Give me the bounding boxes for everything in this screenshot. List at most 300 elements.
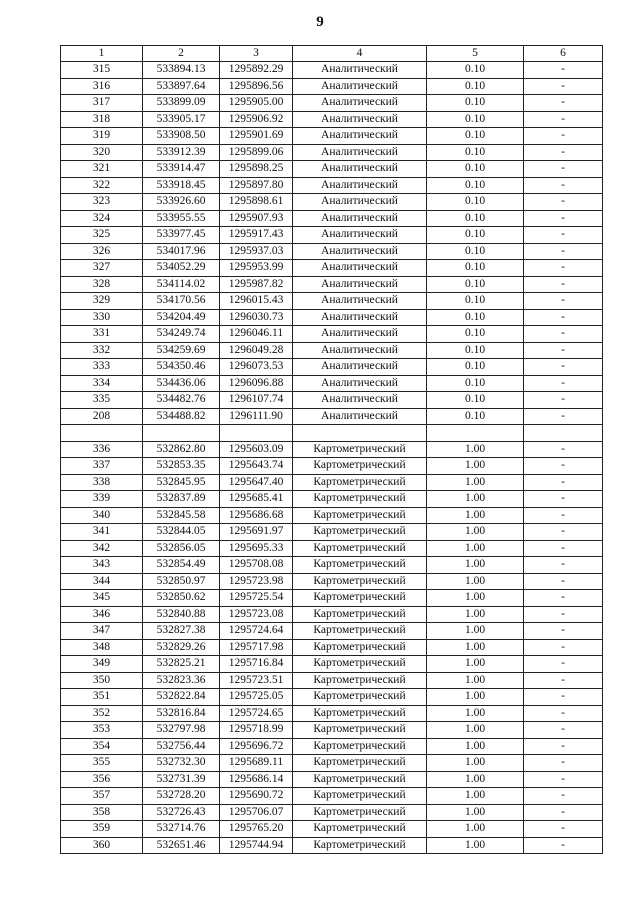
accuracy-cell: 0.10 bbox=[427, 326, 524, 343]
x-coordinate-cell: 532731.39 bbox=[143, 771, 220, 788]
table-row bbox=[61, 392, 603, 409]
note-cell: - bbox=[524, 656, 603, 673]
table-row bbox=[61, 161, 603, 178]
y-coordinate-cell: 1295987.82 bbox=[220, 276, 293, 293]
point-number-cell: 316 bbox=[61, 78, 143, 95]
accuracy-cell: 1.00 bbox=[427, 606, 524, 623]
note-cell: - bbox=[524, 590, 603, 607]
accuracy-cell: 1.00 bbox=[427, 623, 524, 640]
table-row bbox=[61, 62, 603, 79]
point-number-cell: 319 bbox=[61, 128, 143, 145]
column-header-3: 3 bbox=[220, 46, 293, 62]
x-coordinate-cell: 532856.05 bbox=[143, 540, 220, 557]
y-coordinate-cell: 1295937.03 bbox=[220, 243, 293, 260]
accuracy-cell: 0.10 bbox=[427, 128, 524, 145]
x-coordinate-cell: 532823.36 bbox=[143, 672, 220, 689]
method-cell: Картометрический bbox=[293, 639, 427, 656]
note-cell: - bbox=[524, 738, 603, 755]
method-cell: Картометрический bbox=[293, 672, 427, 689]
method-cell: Аналитический bbox=[293, 227, 427, 244]
accuracy-cell: 1.00 bbox=[427, 639, 524, 656]
table-row bbox=[61, 507, 603, 524]
note-cell: - bbox=[524, 309, 603, 326]
point-number-cell: 330 bbox=[61, 309, 143, 326]
note-cell: - bbox=[524, 359, 603, 376]
accuracy-cell: 1.00 bbox=[427, 540, 524, 557]
method-cell: Аналитический bbox=[293, 144, 427, 161]
x-coordinate-cell: 532651.46 bbox=[143, 837, 220, 854]
y-coordinate-cell: 1296049.28 bbox=[220, 342, 293, 359]
method-cell: Картометрический bbox=[293, 606, 427, 623]
note-cell: - bbox=[524, 392, 603, 409]
accuracy-cell: 1.00 bbox=[427, 821, 524, 838]
method-cell: Аналитический bbox=[293, 128, 427, 145]
y-coordinate-cell: 1295917.43 bbox=[220, 227, 293, 244]
point-number-cell: 348 bbox=[61, 639, 143, 656]
table-row bbox=[61, 524, 603, 541]
accuracy-cell: 1.00 bbox=[427, 656, 524, 673]
point-number-cell: 333 bbox=[61, 359, 143, 376]
x-coordinate-cell: 534350.46 bbox=[143, 359, 220, 376]
table-row bbox=[61, 326, 603, 343]
page-number: 9 bbox=[316, 14, 324, 30]
x-coordinate-cell: 532756.44 bbox=[143, 738, 220, 755]
accuracy-cell: 0.10 bbox=[427, 78, 524, 95]
y-coordinate-cell: 1295905.00 bbox=[220, 95, 293, 112]
point-number-cell: 335 bbox=[61, 392, 143, 409]
note-cell: - bbox=[524, 342, 603, 359]
y-coordinate-cell: 1295689.11 bbox=[220, 755, 293, 772]
method-cell: Аналитический bbox=[293, 177, 427, 194]
y-coordinate-cell: 1295892.29 bbox=[220, 62, 293, 79]
x-coordinate-cell: 532827.38 bbox=[143, 623, 220, 640]
x-coordinate-cell: 532732.30 bbox=[143, 755, 220, 772]
accuracy-cell: 1.00 bbox=[427, 524, 524, 541]
accuracy-cell: 0.10 bbox=[427, 210, 524, 227]
method-cell: Картометрический bbox=[293, 491, 427, 508]
accuracy-cell: 0.10 bbox=[427, 342, 524, 359]
x-coordinate-cell: 534017.96 bbox=[143, 243, 220, 260]
y-coordinate-cell: 1295724.65 bbox=[220, 705, 293, 722]
y-coordinate-cell: 1295765.20 bbox=[220, 821, 293, 838]
note-cell: - bbox=[524, 639, 603, 656]
method-cell: Аналитический bbox=[293, 375, 427, 392]
method-cell: Картометрический bbox=[293, 590, 427, 607]
note-cell bbox=[524, 425, 603, 442]
x-coordinate-cell: 534259.69 bbox=[143, 342, 220, 359]
accuracy-cell: 0.10 bbox=[427, 62, 524, 79]
accuracy-cell: 0.10 bbox=[427, 375, 524, 392]
table-row bbox=[61, 227, 603, 244]
method-cell: Картометрический bbox=[293, 755, 427, 772]
y-coordinate-cell: 1295690.72 bbox=[220, 788, 293, 805]
x-coordinate-cell: 533918.45 bbox=[143, 177, 220, 194]
method-cell: Аналитический bbox=[293, 326, 427, 343]
table-header-row bbox=[61, 46, 603, 62]
note-cell: - bbox=[524, 722, 603, 739]
point-number-cell: 338 bbox=[61, 474, 143, 491]
x-coordinate-cell: 532822.84 bbox=[143, 689, 220, 706]
y-coordinate-cell: 1295686.14 bbox=[220, 771, 293, 788]
x-coordinate-cell: 534114.02 bbox=[143, 276, 220, 293]
table-row bbox=[61, 375, 603, 392]
note-cell: - bbox=[524, 161, 603, 178]
point-number-cell: 322 bbox=[61, 177, 143, 194]
x-coordinate-cell: 533977.45 bbox=[143, 227, 220, 244]
table-row bbox=[61, 590, 603, 607]
y-coordinate-cell: 1295897.80 bbox=[220, 177, 293, 194]
point-number-cell: 349 bbox=[61, 656, 143, 673]
point-number-cell: 320 bbox=[61, 144, 143, 161]
table-row bbox=[61, 755, 603, 772]
accuracy-cell: 0.10 bbox=[427, 144, 524, 161]
y-coordinate-cell: 1295718.99 bbox=[220, 722, 293, 739]
method-cell: Картометрический bbox=[293, 458, 427, 475]
y-coordinate-cell: 1296107.74 bbox=[220, 392, 293, 409]
table-row bbox=[61, 260, 603, 277]
note-cell: - bbox=[524, 128, 603, 145]
table-row bbox=[61, 276, 603, 293]
table-row bbox=[61, 788, 603, 805]
point-number-cell: 327 bbox=[61, 260, 143, 277]
note-cell: - bbox=[524, 771, 603, 788]
x-coordinate-cell: 532862.80 bbox=[143, 441, 220, 458]
point-number-cell: 324 bbox=[61, 210, 143, 227]
y-coordinate-cell: 1295696.72 bbox=[220, 738, 293, 755]
table-row bbox=[61, 738, 603, 755]
note-cell: - bbox=[524, 194, 603, 211]
x-coordinate-cell: 532829.26 bbox=[143, 639, 220, 656]
accuracy-cell: 0.10 bbox=[427, 194, 524, 211]
table-row bbox=[61, 672, 603, 689]
point-number-cell: 354 bbox=[61, 738, 143, 755]
note-cell: - bbox=[524, 144, 603, 161]
table-row bbox=[61, 194, 603, 211]
x-coordinate-cell: 533914.47 bbox=[143, 161, 220, 178]
table-row bbox=[61, 95, 603, 112]
method-cell: Картометрический bbox=[293, 722, 427, 739]
method-cell: Картометрический bbox=[293, 804, 427, 821]
accuracy-cell: 0.10 bbox=[427, 309, 524, 326]
y-coordinate-cell: 1296046.11 bbox=[220, 326, 293, 343]
point-number-cell: 343 bbox=[61, 557, 143, 574]
point-number-cell: 336 bbox=[61, 441, 143, 458]
x-coordinate-cell: 532816.84 bbox=[143, 705, 220, 722]
accuracy-cell: 1.00 bbox=[427, 441, 524, 458]
accuracy-cell: 0.10 bbox=[427, 276, 524, 293]
x-coordinate-cell: 532854.49 bbox=[143, 557, 220, 574]
table-row bbox=[61, 111, 603, 128]
note-cell: - bbox=[524, 227, 603, 244]
x-coordinate-cell: 532797.98 bbox=[143, 722, 220, 739]
y-coordinate-cell: 1295898.61 bbox=[220, 194, 293, 211]
column-header-5: 5 bbox=[427, 46, 524, 62]
accuracy-cell: 1.00 bbox=[427, 672, 524, 689]
accuracy-cell: 1.00 bbox=[427, 804, 524, 821]
note-cell: - bbox=[524, 606, 603, 623]
x-coordinate-cell: 532726.43 bbox=[143, 804, 220, 821]
x-coordinate-cell: 532714.76 bbox=[143, 821, 220, 838]
note-cell: - bbox=[524, 243, 603, 260]
note-cell: - bbox=[524, 557, 603, 574]
table-row bbox=[61, 293, 603, 310]
x-coordinate-cell: 534249.74 bbox=[143, 326, 220, 343]
note-cell: - bbox=[524, 507, 603, 524]
point-number-cell: 318 bbox=[61, 111, 143, 128]
method-cell: Картометрический bbox=[293, 557, 427, 574]
point-number-cell: 351 bbox=[61, 689, 143, 706]
table-row bbox=[61, 656, 603, 673]
column-header-4: 4 bbox=[293, 46, 427, 62]
x-coordinate-cell: 532844.05 bbox=[143, 524, 220, 541]
table-row bbox=[61, 639, 603, 656]
note-cell: - bbox=[524, 689, 603, 706]
y-coordinate-cell: 1296030.73 bbox=[220, 309, 293, 326]
table-row bbox=[61, 474, 603, 491]
x-coordinate-cell: 533894.13 bbox=[143, 62, 220, 79]
y-coordinate-cell: 1296111.90 bbox=[220, 408, 293, 425]
point-number-cell: 328 bbox=[61, 276, 143, 293]
note-cell: - bbox=[524, 441, 603, 458]
accuracy-cell: 0.10 bbox=[427, 408, 524, 425]
x-coordinate-cell: 532850.62 bbox=[143, 590, 220, 607]
table-row bbox=[61, 689, 603, 706]
method-cell: Аналитический bbox=[293, 243, 427, 260]
y-coordinate-cell: 1295906.92 bbox=[220, 111, 293, 128]
note-cell: - bbox=[524, 276, 603, 293]
accuracy-cell: 0.10 bbox=[427, 359, 524, 376]
y-coordinate-cell: 1295647.40 bbox=[220, 474, 293, 491]
point-number-cell: 331 bbox=[61, 326, 143, 343]
y-coordinate-cell: 1296073.53 bbox=[220, 359, 293, 376]
note-cell: - bbox=[524, 623, 603, 640]
table-row bbox=[61, 722, 603, 739]
method-cell: Картометрический bbox=[293, 441, 427, 458]
accuracy-cell: 1.00 bbox=[427, 788, 524, 805]
x-coordinate-cell: 532850.97 bbox=[143, 573, 220, 590]
method-cell: Картометрический bbox=[293, 689, 427, 706]
point-number-cell: 344 bbox=[61, 573, 143, 590]
x-coordinate-cell: 533955.55 bbox=[143, 210, 220, 227]
accuracy-cell: 0.10 bbox=[427, 260, 524, 277]
method-cell: Картометрический bbox=[293, 771, 427, 788]
note-cell: - bbox=[524, 210, 603, 227]
accuracy-cell: 1.00 bbox=[427, 705, 524, 722]
y-coordinate-cell: 1295725.54 bbox=[220, 590, 293, 607]
x-coordinate-cell: 533899.09 bbox=[143, 95, 220, 112]
method-cell: Картометрический bbox=[293, 738, 427, 755]
method-cell: Аналитический bbox=[293, 194, 427, 211]
accuracy-cell: 1.00 bbox=[427, 458, 524, 475]
note-cell: - bbox=[524, 260, 603, 277]
x-coordinate-cell: 533897.64 bbox=[143, 78, 220, 95]
method-cell: Аналитический bbox=[293, 359, 427, 376]
table-row bbox=[61, 771, 603, 788]
point-number-cell: 339 bbox=[61, 491, 143, 508]
method-cell: Аналитический bbox=[293, 342, 427, 359]
note-cell: - bbox=[524, 491, 603, 508]
y-coordinate-cell: 1295725.05 bbox=[220, 689, 293, 706]
accuracy-cell: 1.00 bbox=[427, 689, 524, 706]
accuracy-cell: 0.10 bbox=[427, 293, 524, 310]
point-number-cell: 353 bbox=[61, 722, 143, 739]
table-row bbox=[61, 425, 603, 442]
point-number-cell: 356 bbox=[61, 771, 143, 788]
note-cell: - bbox=[524, 788, 603, 805]
note-cell: - bbox=[524, 821, 603, 838]
table-row bbox=[61, 540, 603, 557]
method-cell: Аналитический bbox=[293, 392, 427, 409]
method-cell: Аналитический bbox=[293, 111, 427, 128]
accuracy-cell: 0.10 bbox=[427, 177, 524, 194]
x-coordinate-cell: 534482.76 bbox=[143, 392, 220, 409]
point-number-cell: 326 bbox=[61, 243, 143, 260]
x-coordinate-cell bbox=[143, 425, 220, 442]
point-number-cell: 357 bbox=[61, 788, 143, 805]
point-number-cell: 329 bbox=[61, 293, 143, 310]
note-cell: - bbox=[524, 62, 603, 79]
note-cell: - bbox=[524, 78, 603, 95]
x-coordinate-cell: 534204.49 bbox=[143, 309, 220, 326]
method-cell: Картометрический bbox=[293, 821, 427, 838]
column-header-6: 6 bbox=[524, 46, 603, 62]
method-cell: Аналитический bbox=[293, 95, 427, 112]
x-coordinate-cell: 533908.50 bbox=[143, 128, 220, 145]
y-coordinate-cell: 1295901.69 bbox=[220, 128, 293, 145]
accuracy-cell: 1.00 bbox=[427, 738, 524, 755]
table-row bbox=[61, 309, 603, 326]
point-number-cell: 342 bbox=[61, 540, 143, 557]
table-row bbox=[61, 210, 603, 227]
y-coordinate-cell: 1295686.68 bbox=[220, 507, 293, 524]
accuracy-cell: 1.00 bbox=[427, 771, 524, 788]
note-cell: - bbox=[524, 705, 603, 722]
x-coordinate-cell: 532728.20 bbox=[143, 788, 220, 805]
point-number-cell: 337 bbox=[61, 458, 143, 475]
note-cell: - bbox=[524, 672, 603, 689]
point-number-cell: 341 bbox=[61, 524, 143, 541]
point-number-cell: 347 bbox=[61, 623, 143, 640]
y-coordinate-cell bbox=[220, 425, 293, 442]
note-cell: - bbox=[524, 111, 603, 128]
y-coordinate-cell: 1295723.51 bbox=[220, 672, 293, 689]
x-coordinate-cell: 533912.39 bbox=[143, 144, 220, 161]
x-coordinate-cell: 532845.58 bbox=[143, 507, 220, 524]
y-coordinate-cell: 1295691.97 bbox=[220, 524, 293, 541]
note-cell: - bbox=[524, 95, 603, 112]
column-header-1: 1 bbox=[61, 46, 143, 62]
point-number-cell: 352 bbox=[61, 705, 143, 722]
table-row bbox=[61, 705, 603, 722]
note-cell: - bbox=[524, 837, 603, 854]
accuracy-cell: 0.10 bbox=[427, 227, 524, 244]
table-row bbox=[61, 623, 603, 640]
y-coordinate-cell: 1295953.99 bbox=[220, 260, 293, 277]
accuracy-cell: 0.10 bbox=[427, 95, 524, 112]
accuracy-cell: 1.00 bbox=[427, 837, 524, 854]
y-coordinate-cell: 1295744.94 bbox=[220, 837, 293, 854]
accuracy-cell: 1.00 bbox=[427, 474, 524, 491]
note-cell: - bbox=[524, 755, 603, 772]
table-row bbox=[61, 408, 603, 425]
y-coordinate-cell: 1295907.93 bbox=[220, 210, 293, 227]
y-coordinate-cell: 1295723.08 bbox=[220, 606, 293, 623]
y-coordinate-cell: 1295717.98 bbox=[220, 639, 293, 656]
table-row bbox=[61, 458, 603, 475]
method-cell: Картометрический bbox=[293, 656, 427, 673]
table-row bbox=[61, 342, 603, 359]
y-coordinate-cell: 1295723.98 bbox=[220, 573, 293, 590]
table-body bbox=[61, 62, 603, 854]
x-coordinate-cell: 534052.29 bbox=[143, 260, 220, 277]
y-coordinate-cell: 1295716.84 bbox=[220, 656, 293, 673]
table-row bbox=[61, 78, 603, 95]
table-row bbox=[61, 821, 603, 838]
table-row bbox=[61, 144, 603, 161]
point-number-cell: 350 bbox=[61, 672, 143, 689]
note-cell: - bbox=[524, 458, 603, 475]
point-number-cell: 323 bbox=[61, 194, 143, 211]
note-cell: - bbox=[524, 177, 603, 194]
method-cell: Картометрический bbox=[293, 474, 427, 491]
method-cell: Картометрический bbox=[293, 623, 427, 640]
x-coordinate-cell: 534170.56 bbox=[143, 293, 220, 310]
point-number-cell: 315 bbox=[61, 62, 143, 79]
point-number-cell: 355 bbox=[61, 755, 143, 772]
table-row bbox=[61, 441, 603, 458]
x-coordinate-cell: 532853.35 bbox=[143, 458, 220, 475]
accuracy-cell: 1.00 bbox=[427, 557, 524, 574]
note-cell: - bbox=[524, 326, 603, 343]
note-cell: - bbox=[524, 293, 603, 310]
accuracy-cell: 1.00 bbox=[427, 573, 524, 590]
note-cell: - bbox=[524, 540, 603, 557]
accuracy-cell: 1.00 bbox=[427, 491, 524, 508]
x-coordinate-cell: 533905.17 bbox=[143, 111, 220, 128]
point-number-cell: 332 bbox=[61, 342, 143, 359]
method-cell: Аналитический bbox=[293, 293, 427, 310]
y-coordinate-cell: 1295724.64 bbox=[220, 623, 293, 640]
method-cell: Картометрический bbox=[293, 540, 427, 557]
x-coordinate-cell: 533926.60 bbox=[143, 194, 220, 211]
point-number-cell: 317 bbox=[61, 95, 143, 112]
y-coordinate-cell: 1295685.41 bbox=[220, 491, 293, 508]
x-coordinate-cell: 534488.82 bbox=[143, 408, 220, 425]
method-cell: Картометрический bbox=[293, 524, 427, 541]
method-cell: Аналитический bbox=[293, 276, 427, 293]
method-cell: Аналитический bbox=[293, 210, 427, 227]
method-cell: Картометрический bbox=[293, 705, 427, 722]
note-cell: - bbox=[524, 375, 603, 392]
y-coordinate-cell: 1296096.88 bbox=[220, 375, 293, 392]
point-number-cell: 208 bbox=[61, 408, 143, 425]
x-coordinate-cell: 532840.88 bbox=[143, 606, 220, 623]
table-row bbox=[61, 177, 603, 194]
point-number-cell: 334 bbox=[61, 375, 143, 392]
method-cell: Картометрический bbox=[293, 573, 427, 590]
x-coordinate-cell: 534436.06 bbox=[143, 375, 220, 392]
y-coordinate-cell: 1295708.08 bbox=[220, 557, 293, 574]
y-coordinate-cell: 1295695.33 bbox=[220, 540, 293, 557]
method-cell: Картометрический bbox=[293, 788, 427, 805]
y-coordinate-cell: 1295899.06 bbox=[220, 144, 293, 161]
y-coordinate-cell: 1295898.25 bbox=[220, 161, 293, 178]
x-coordinate-cell: 532837.89 bbox=[143, 491, 220, 508]
accuracy-cell: 1.00 bbox=[427, 507, 524, 524]
point-number-cell: 325 bbox=[61, 227, 143, 244]
x-coordinate-cell: 532825.21 bbox=[143, 656, 220, 673]
coordinates-table bbox=[60, 45, 603, 854]
